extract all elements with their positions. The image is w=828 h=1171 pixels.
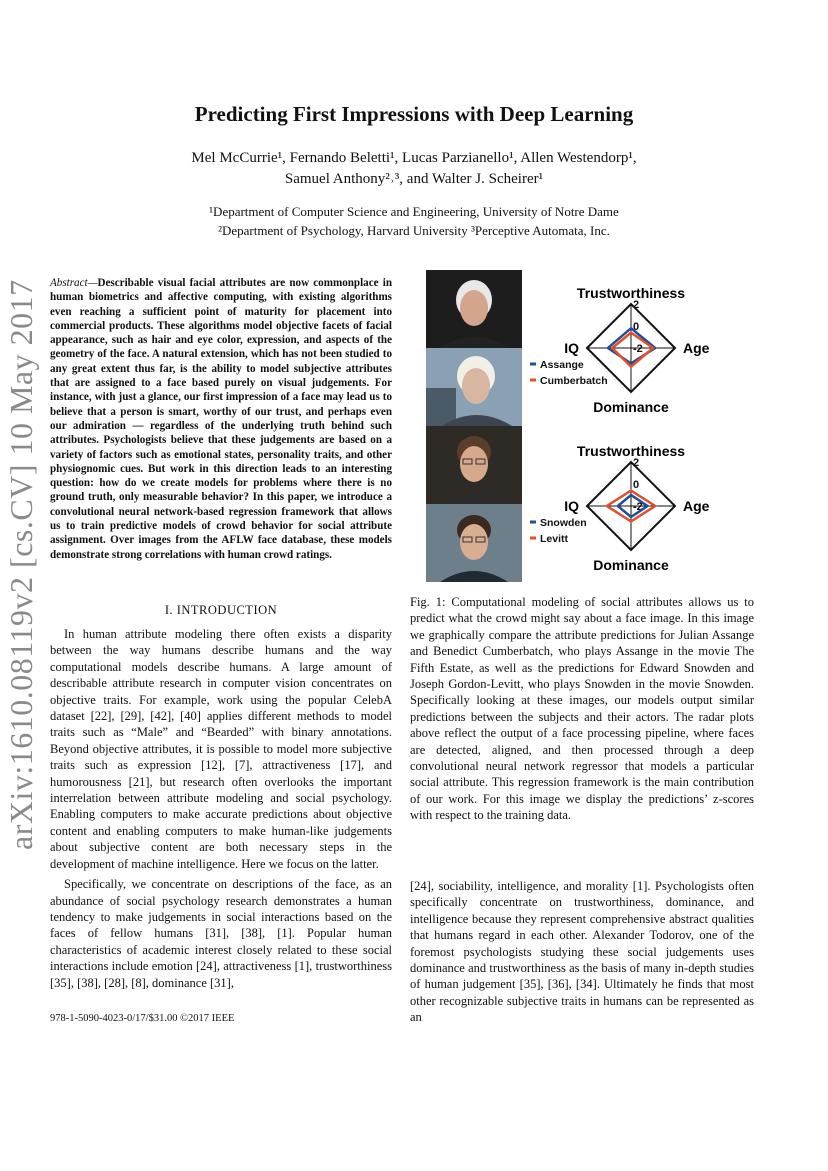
- abstract-lead: Abstract: [50, 277, 88, 289]
- copyright-footer: 978-1-5090-4023-0/17/$31.00 ©2017 IEEE: [50, 1013, 235, 1024]
- intro-paragraph-1: In human attribute modeling there often exists a disparity between the way humans describe humans and the way computational models describe humans. A large amount of describable attribute research in computer vision concentrates on objective traits. For example, work using the popular CelebA dataset [22], [29], [42], [40] applies different methods to model traits such as “Male” and “Bearded” with binary annotations. Beyond objective attributes, it is possible to model more subjective traits such as expression [12], [7], attractiveness [17], and humorousness [21], but research often overlooks the important interrelation between attribute modeling and social psychology. Enabling computers to make accurate predictions about objective content and enabling computers to make human-like judgements about subjective content are both necessary steps in the development of machine intelligence. Here we focus on the latter.: [50, 627, 392, 871]
- photo-levitt: [426, 504, 522, 582]
- radar-axis-label-age: Age: [683, 498, 710, 514]
- arxiv-stamp: arXiv:1610.08119v2 [cs.CV] 10 May 2017: [3, 279, 39, 850]
- photo-cumberbatch: [426, 348, 522, 426]
- introduction-text: [50, 626, 392, 991]
- photo-assange: [426, 270, 522, 348]
- abstract-dash: —: [87, 277, 98, 289]
- radar-axis-label-dominance: Dominance: [593, 399, 669, 415]
- legend-label-levitt: Levitt: [540, 533, 569, 545]
- right-column-text: [24], sociability, intelligence, and morality [1]. Psychologists often specifically concentrate on trustworthiness, dominance, and intelligence because they represent comprehensive abstract qualities that humans regard in each other. Alexander Todorov, one of the foremost psychologists studying these social judgements uses dominance and trustworthiness as the basis of many in-depth studies of human judgement [35], [36], [34]. Ultimately he finds that most other recognizable subjective traits in humans can be represented as an: [410, 879, 754, 1025]
- abstract: [50, 276, 392, 562]
- radar-tick-label: 0: [633, 479, 640, 491]
- authors-line-2: Samuel Anthony²˒³, and Walter J. Scheirer¹: [284, 171, 544, 187]
- radar-tick-label: 2: [633, 299, 640, 311]
- radar-axis-label-iq: IQ: [564, 498, 579, 514]
- abstract-text: Describable visual facial attributes are now commonplace in human biometrics and affective computing, with existing algorithms even reaching a sufficient point of maturity for placement into commercial products. These algorithms model objective facets of facial appearance, such as hair and eye color, expression, and aspects of the geometry of the face. A natural extension, which has not been studied to any great extent thus far, is the ability to model subjective attributes that are assigned to a face based purely on visual judgements. For instance, with just a glance, our first impression of a face may lead us to believe that a person is smart, worthy of our trust, and perhaps even our admiration — regardless of the underlying truth behind such attributes. Psychologists believe that these judgements are based on a variety of factors such as emotional states, personality traits, and other physiognomic cues. But work in this direction leads to an interesting question: how do we create models for problems where there is no ground truth, only measurable behavior? In this paper, we introduce a convolutional neural network-based regression framework that allows us to train predictive models of crowd behavior for social attribute assignment. Over images from the AFLW face database, these models demonstrate strong correlations with human crowd ratings.: [50, 277, 392, 561]
- authors-line-1: Mel McCurrie¹, Fernando Beletti¹, Lucas Parzianello¹, Allen Westendorp¹,: [191, 150, 637, 166]
- author-list: [0, 148, 828, 190]
- radar-axis-label-trustworthiness: Trustworthiness: [576, 443, 686, 459]
- face-photo-strip: [426, 270, 522, 586]
- photo-snowden: [426, 426, 522, 504]
- paper-title: Predicting First Impressions with Deep Learning: [194, 102, 634, 126]
- radar-tick-label: 2: [633, 457, 640, 469]
- intro-paragraph-2: Specifically, we concentrate on descriptions of the face, as an abundance of social psychology research demonstrates a human tendency to make judgements in social interactions based on the faces of fellow humans [31], [38], [1]. Popular human characteristics of academic interest closely related to these social interactions include emotion [24], attractiveness [1], trustworthiness [35], [38], [28], [8], dominance [31],: [50, 877, 392, 990]
- radar-tick-label: -2: [633, 501, 643, 513]
- legend-label-cumberbatch: Cumberbatch: [540, 375, 608, 387]
- radar-axis-label-age: Age: [683, 340, 710, 356]
- figure-caption: Fig. 1: Computational modeling of social attributes allows us to predict what the crowd might say about a face image. In this image we graphically compare the attribute predictions for Julian Assange and Benedict Cumberbatch, who plays Assange in the movie The Fifth Estate, as well as the predictions for Edward Snowden and Joseph Gordon-Levitt, who plays Snowden in the movie Snowden. Specifically looking at these images, our models output similar predictions between the subjects and their actors. The radar plots above reflect the output of a face processing pipeline, where faces are detected, aligned, and then processed through a deep convolutional neural network regressor that models a particular social attribute. This regression framework is the main contribution of our work. For this image we display the predictions’ z-scores with respect to the training data.: [410, 595, 754, 823]
- radar-charts: [530, 280, 760, 590]
- radar-axis-label-iq: IQ: [564, 340, 579, 356]
- radar-axis-label-trustworthiness: Trustworthiness: [576, 285, 686, 301]
- legend-label-assange: Assange: [540, 359, 584, 371]
- affiliation-line-1: ¹Department of Computer Science and Engineering, University of Notre Dame: [209, 204, 619, 219]
- radar-tick-label: 0: [633, 321, 640, 333]
- legend-label-snowden: Snowden: [540, 517, 587, 529]
- affiliations: [0, 202, 828, 240]
- radar-axis-label-dominance: Dominance: [593, 557, 669, 573]
- section-heading-introduction: I. INTRODUCTION: [164, 603, 278, 617]
- radar-tick-label: -2: [633, 343, 643, 355]
- affiliation-line-2: ²Department of Psychology, Harvard University ³Perceptive Automata, Inc.: [218, 223, 610, 238]
